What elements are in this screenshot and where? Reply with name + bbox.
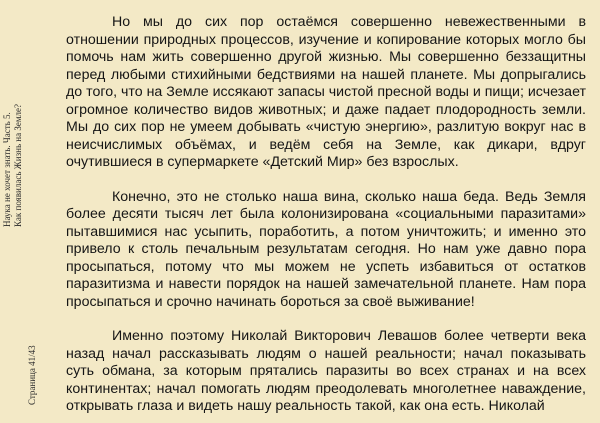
paragraph: Но мы до сих пор остаёмся совершенно невежественными в отношении природных процессов, изучение и копирование которых могло бы помочь нам жить совершенно другой жизнью. Мы совершенно беззащитны перед любыми стихийными бедствиями на нашей планете. Мы допрыгались до того, что на Земле иссякают запасы чистой пресной воды и пищи; исчезает огромное количество видов животных; и даже падает плодородность земли. Мы до сих пор не умеем добывать «чистую энергию», разлитую вокруг нас в неисчислимых объёмах, и ведём себя на Земле, как дикари, вдруг очутившиеся в супермаркете «Детский Мир» без взрослых. [66, 14, 586, 170]
page-counter: Страница 41/43 [27, 345, 37, 405]
body-text [66, 14, 586, 416]
paragraph: Конечно, это не столько наша вина, сколько наша беда. Ведь Земля более десяти тысяч лет была колонизирована «социальными паразитами» пытавшимися нас усыпить, поработить, а потом уничтожить; и именно это привело к столь печальным результатам сегодня. Но нам уже давно пора просыпаться, потому что мы можем не успеть избавиться от остатков паразитизма и навести порядок на нашей замечательной планете. Нам пора просыпаться и срочно начинать бороться за своё выживание! [66, 188, 586, 310]
book-title-vertical [2, 104, 24, 227]
book-title-line-2: Как появилась Жизнь на Земле? [13, 103, 23, 227]
paragraph: Именно поэтому Николай Викторович Левашов более четверти века назад начал рассказывать людям о нашей реальности; начал показывать суть обмана, за которым прятались паразиты во всех странах и на всех континентах; начал помогать людям преодолевать многолетнее наваждение, открывать глаза и видеть нашу реальность такой, как она есть. Николай [66, 328, 586, 414]
book-title-line-1: Наука не хочет знать. Часть 5. [2, 112, 12, 227]
